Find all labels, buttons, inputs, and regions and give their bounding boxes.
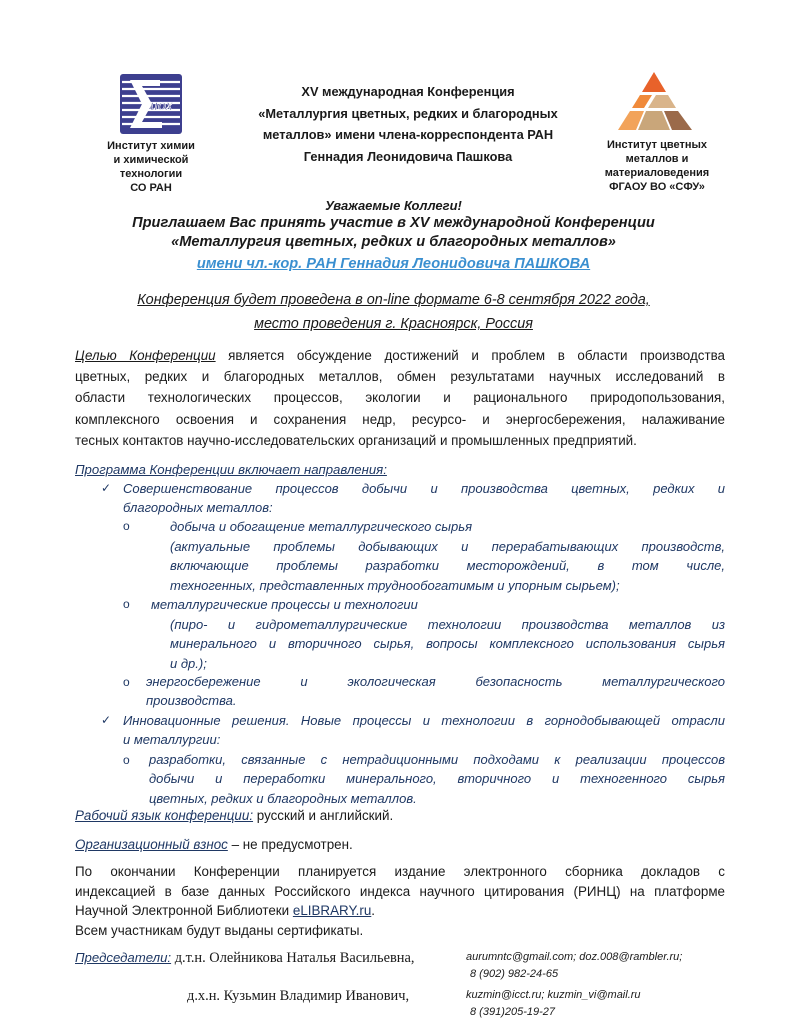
subtopic-1-title: добыча и обогащение металлургического сырья [170,519,473,534]
location-line: место проведения г. Красноярск, Россия [254,316,533,332]
subtopic-line: разработки, связанные с нетрадиционными подходами к реализации процессов [149,752,725,767]
conference-title [228,81,588,167]
language-label: Рабочий язык конференции: [75,808,254,823]
subtopic-line: энергосбережение и экологическая безопасность металлургического [146,674,725,689]
right-institute-line: металлов и [625,153,689,165]
greeting: Уважаемые Коллеги! [325,198,462,213]
direction-line: и металлургии: [123,732,221,748]
subtopic-4 [149,750,725,808]
conference-title-line: XV международная Конференция [301,84,515,99]
icct-logo-icon [120,74,182,134]
program-heading: Программа Конференции включает направления: [75,462,387,477]
chair-1-name: д.т.н. Олейникова Наталья Васильевна, [171,950,415,966]
note-line: (пиро- и гидрометаллургические технологии производства металлов из [170,617,725,632]
subtopic-line: цветных, редких и благородных металлов. [149,790,417,806]
note-line: включающие проблемы разработки месторождений, в том числе, [170,558,725,574]
invitation [0,214,787,252]
circle-bullet-icon: o [123,675,130,689]
language-line [75,806,393,826]
left-institute-line: технологии [119,168,183,180]
left-institute-name [90,139,212,195]
purpose-paragraph [75,345,725,451]
subtopic-1-note [170,537,725,595]
conference-format [0,288,787,336]
certificates-line: Всем участникам будут выданы сертификаты. [75,922,364,938]
note-line: техногенных, представленных труднообогатимым и упорным сырьем); [170,577,620,593]
fee-label: Организационный взнос [75,837,228,852]
direction-line: благородных металлов: [123,500,273,516]
purpose-label: Целью Конференции [75,348,216,363]
conference-title-line: металлов» имени члена-корреспондента РАН [262,127,554,142]
purpose-line: тесных контактов научно-исследовательских организаций и промышленных предприятий. [75,432,637,448]
publication-punct: . [371,903,376,918]
conference-title-line: «Металлургия цветных, редких и благородных [258,105,558,121]
publication-line: По окончании Конференции планируется издание электронного сборника докладов с [75,864,725,879]
format-line: Конференция будет проведена в on-line формате 6-8 сентября 2022 года, [137,292,650,308]
checkmark-icon: ✓ [101,481,112,495]
checkmark-icon: ✓ [101,713,112,727]
publication-paragraph [75,862,725,940]
note-line: и др.); [170,655,207,671]
chair-2-emails: kuzmin@icct.ru; kuzmin_vi@mail.ru [466,989,641,1001]
elibrary-link[interactable]: eLIBRARY.ru [292,903,372,918]
left-institute-line: СО РАН [130,182,172,194]
chair-1-line [75,948,414,968]
circle-bullet-icon: o [123,753,130,767]
subtopic-line: добычи и переработки минерального, вторичного и техногенного сырья [149,771,725,787]
right-institute-line: материаловедения [604,167,710,179]
publication-line: индексацией в базе данных Российского индекса научного цитирования (РИНЦ) на платформе [75,883,725,899]
subtopic-line: производства. [146,693,237,709]
subtopic-3 [146,672,725,711]
chair-2-phone: 8 (391)205-19-27 [470,1006,556,1018]
purpose-line: области технологических процессов, экологии и рационального природопользования, [75,390,725,406]
purpose-line: цветных, редких и благородных металлов, обмен результатами научных исследований в [75,369,725,385]
named-after-line: имени чл.-кор. РАН Геннадия Леонидовича ПАШКОВА [196,256,591,272]
language-value: русский и английский. [253,808,394,823]
fee-value: – не предусмотрен. [227,837,353,852]
chair-1-phone: 8 (902) 982-24-65 [470,968,559,980]
chair-2-name: д.х.н. Кузьмин Владимир Иванович, [187,988,410,1004]
right-institute-name [592,138,722,194]
direction-line: Инновационные решения. Новые процессы и технологии в горнодобывающей отрасли [123,713,725,728]
circle-bullet-icon: o [123,519,130,533]
left-institute-line: и химической [113,154,189,166]
direction-2 [123,711,725,750]
subtopic-2-title: металлургические процессы и технологии [151,597,418,612]
left-institute-line: Институт химии [107,140,195,152]
invitation-line: Приглашаем Вас принять участие в XV международной Конференции [132,215,655,231]
purpose-line: комплексного освоения и сохранения недр, ресурсо- и энергосбережения, налаживание [75,411,725,427]
svg-text:иох: иох [150,97,173,114]
direction-1 [123,479,725,518]
chair-1-emails: aurumntc@gmail.com; doz.008@rambler.ru; [466,951,683,963]
subtopic-2-note [170,615,725,673]
right-institute-line: ФГАОУ ВО «СФУ» [609,181,705,193]
sfu-triangle-logo-icon [614,70,694,132]
note-line: минерального и вторичного сырья, вопросы комплексного использования сырья [170,636,725,652]
fee-line [75,835,353,855]
conference-title-line: Геннадия Леонидовича Пашкова [303,148,513,164]
direction-line: Совершенствование процессов добычи и производства цветных, редких и [123,481,725,496]
purpose-text: является обсуждение достижений и проблем в области производства [215,348,725,363]
publication-line: Научной Электронной Библиотеки [75,903,293,918]
chairs-label: Председатели: [75,950,172,965]
right-institute-line: Институт цветных [606,139,708,151]
circle-bullet-icon: o [123,597,130,611]
note-line: (актуальные проблемы добывающих и перерабатывающих производств, [170,539,725,554]
invitation-line: «Металлургия цветных, редких и благородных металлов» [171,234,616,250]
